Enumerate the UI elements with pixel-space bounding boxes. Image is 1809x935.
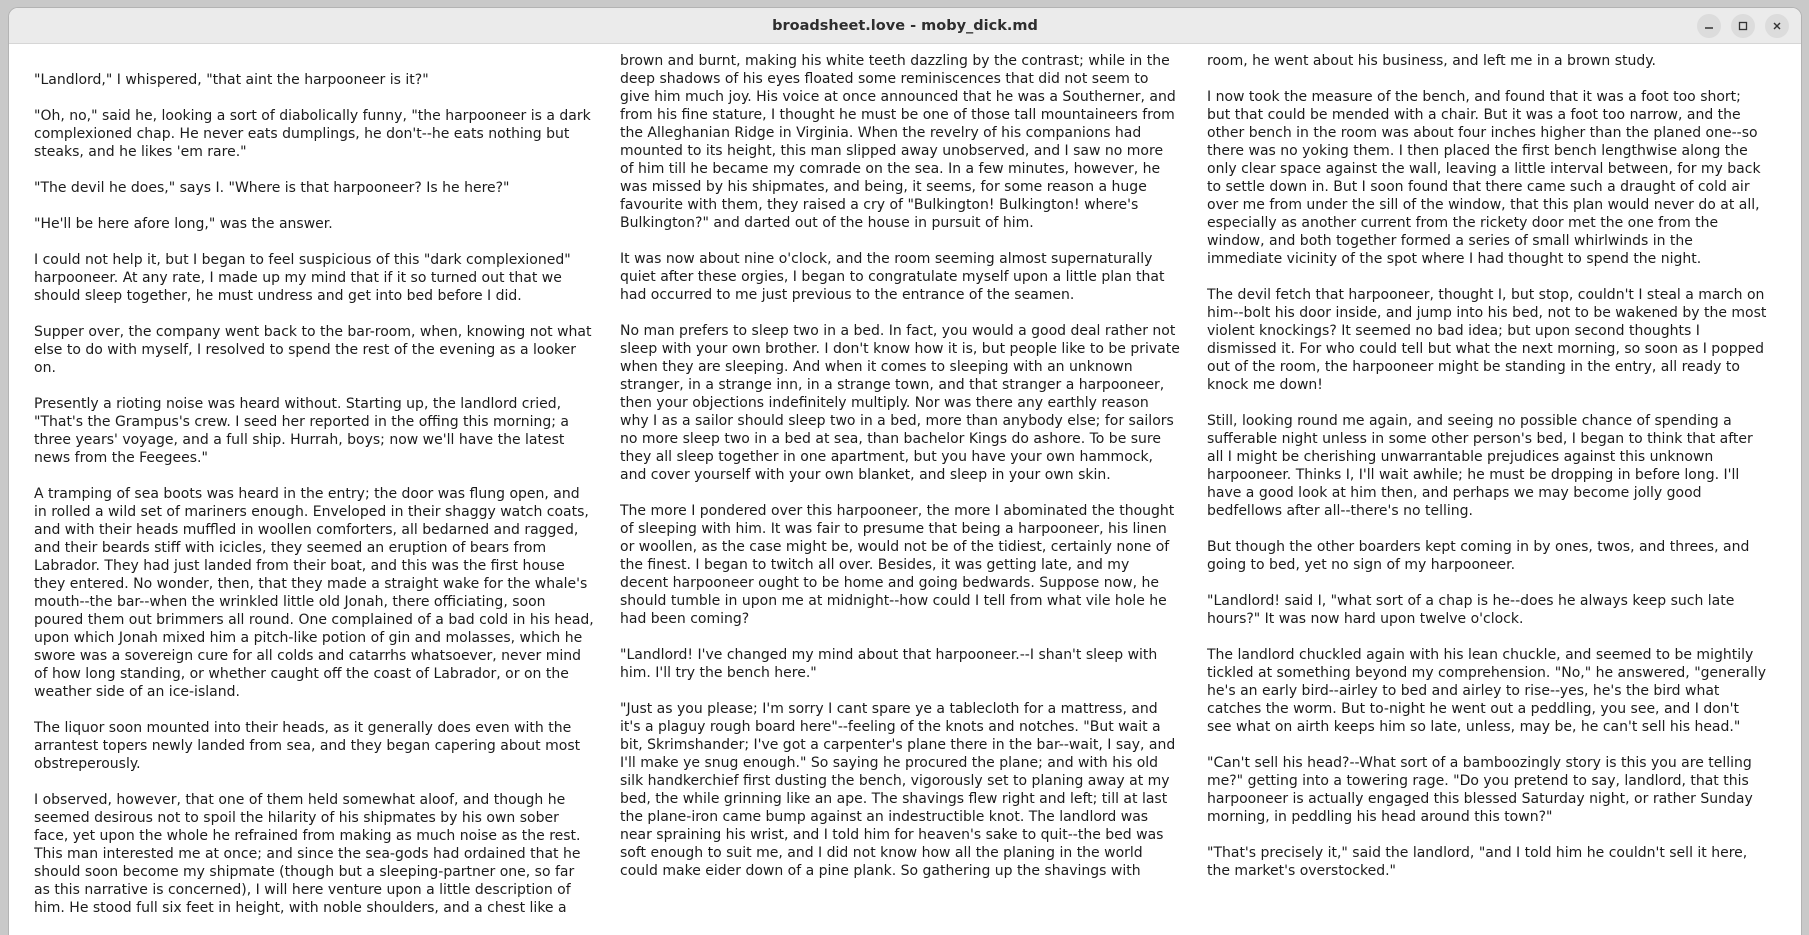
paragraph: The more I pondered over this harpooneer, the more I abominated the thought of sleeping with him. It was fair to presume that being a harpooneer, his linen or woollen, as the case might be, would not be of the tidiest, certainly none of the finest. I began to twitch all over. Besides, it was getting late, and my decent harpooneer ought to be home and going bedwards. Suppose now, he should tumble in upon me at midnight--how could I tell from what vile hole he had been coming? [620,503,1175,627]
paragraph: Presently a rioting noise was heard without. Starting up, the landlord cried, "That's the Grampus's crew. I seed her reported in the offing this morning; a three years' voyage, and a full ship. Hurrah, boys; now we'll have the latest news from the Feegees." [34,396,570,466]
title-bar[interactable] [9,8,1801,44]
paragraph: No man prefers to sleep two in a bed. In fact, you would a good deal rather not sleep with your own brother. I don't know how it is, but people like to be private when they are sleeping. And when it comes to sleeping with an unknown stranger, in a strange inn, in a strange town, and that stranger a harpooneer, then your objections indefinitely multiply. Nor was there any earthly reason why I as a sailor should sleep two in a bed, more than anybody else; for sailors no more sleep two in a bed at sea, than bachelor Kings do ashore. To be sure they all sleep together in one apartment, but you have your own hammock, and cover yourself with your own blanket, and sleep in your own skin. [620,323,1180,483]
paragraph: "That's precisely it," said the landlord, "and I told him he couldn't sell it here, the market's overstocked." [1207,845,1748,879]
paragraph: "Just as you please; I'm sorry I cant spare ye a tablecloth for a mattress, and it's a plaguy rough board here"--feeling of the knots and notches. "But wait a bit, Skrimshander; I've got a carpenter's plane there in the bar--wait, I say, and I'll make ye snug enough." So saying he procured the plane; and with his old silk handkerchief first dusting the bench, vigorously set to planing away at my bed, the while grinning like an ape. The shavings flew right and left; till at last the plane-iron came bump against an indestructible knot. The landlord was near spraining his wrist, and I told him for heaven's sake to quit--the bed was soft enough to suit me, and I did not know how all the planing in the world could make eider down of a pine plank. So gathering up the shavings with [620,701,1176,879]
paragraph: I observed, however, that one of them held somewhat aloof, and though he seemed desirous not to spoil the hilarity of his shipmates by his own sober face, yet upon the whole he refrained from making as much noise as the rest. This man interested me at once; and since the sea-gods had ordained that he should soon become my shipmate (though but a sleeping-partner one, so far as this narrative is concerned), I will here venture upon a little description of him. He stood full six feet in height, with noble shoulders, and a chest like a [34,792,581,916]
paragraph: Still, looking round me again, and seeing no possible chance of spending a sufferable night unless in some other person's bed, I began to think that after all I might be cherishing unwarrantable prejudices against this unknown harpooneer. Thinks I, I'll wait awhile; he must be dropping in before long. I'll have a good look at him then, and perhaps we may become jolly good bedfellows after all--there's no telling. [1207,413,1753,519]
paragraph: "Oh, no," said he, looking a sort of diabolically funny, "the harpooneer is a dark complexioned chap. He never eats dumplings, he don't--he eats nothing but steaks, and he likes 'em rare." [34,108,591,160]
close-icon [1772,21,1782,31]
paragraph: The landlord chuckled again with his lean chuckle, and seemed to be mightily tickled at something beyond my comprehension. "No," he answered, "generally he's an early bird--airley to bed and airley to rise--yes, he's the bird what catches the worm. But to-night he went out a peddling, you see, and I don't see what on airth keeps him so late, unless, may be, he can't sell his head." [1207,647,1767,735]
paragraph: "Can't sell his head?--What sort of a bamboozingly story is this you are telling me?" getting into a towering rage. "Do you pretend to say, landlord, that this harpooneer is actually engaged this blessed Saturday night, or rather Sunday morning, in peddling his head around this town?" [1207,755,1753,825]
paragraph: It was now about nine o'clock, and the room seeming almost supernaturally quiet after these orgies, I began to congratulate myself upon a little plan that had occurred to me just previous to the entrance of the seamen. [620,251,1165,303]
maximize-button[interactable] [1731,14,1755,38]
paragraph: I could not help it, but I began to feel suspicious of this "dark complexioned" harpooneer. At any rate, I made up my mind that if it so turned out that we should sleep together, he must undress and get into bed before I did. [34,252,571,304]
paragraph: Supper over, the company went back to the bar-room, when, knowing not what else to do with myself, I resolved to spend the rest of the evening as a looker on. [34,324,592,376]
paragraph: "The devil he does," says I. "Where is that harpooneer? Is he here?" [34,180,510,196]
text-column-2 [620,44,1180,934]
maximize-icon [1738,21,1748,31]
paragraph: "Landlord," I whispered, "that aint the harpooneer is it?" [34,72,429,88]
paragraph: room, he went about his business, and left me in a brown study. [1207,53,1657,69]
window-title: broadsheet.love - moby_dick.md [772,18,1038,34]
text-column-1 [34,44,594,934]
close-button[interactable] [1765,14,1789,38]
paragraph: I now took the measure of the bench, and found that it was a foot too short; but that could be mended with a chair. But it was a foot too narrow, and the other bench in the room was about four inches higher than the planed one--so there was no yoking them. I then placed the first bench lengthwise along the only clear space against the wall, leaving a little interval between, for my back to settle down in. But I soon found that there came such a draught of cold air over me from under the sill of the window, that this plan would never do at all, especially as another current from the rickety door met the one from the window, and both together formed a series of small whirlwinds in the immediate vicinity of the spot where I had thought to spend the night. [1207,89,1761,267]
minimize-button[interactable] [1697,14,1721,38]
paragraph: But though the other boarders kept coming in by ones, twos, and threes, and going to bed, yet no sign of my harpooneer. [1207,539,1750,573]
text-column-3 [1207,44,1767,934]
paragraph: brown and burnt, making his white teeth dazzling by the contrast; while in the deep shadows of his eyes floated some reminiscences that did not seem to give him much joy. His voice at once announced that he was a Southerner, and from his fine stature, I thought he must be one of those tall mountaineers from the Alleghanian Ridge in Virginia. When the revelry of his companions had mounted to its height, this man slipped away unobserved, and I saw no more of him till he became my comrade on the sea. In a few minutes, however, he was missed by his shipmates, and being, it seems, for some reason a huge favourite with them, they raised a cry of "Bulkington! Bulkington! where's Bulkington?" and darted out of the house in pursuit of him. [620,53,1176,231]
paragraph: The devil fetch that harpooneer, thought I, but stop, couldn't I steal a march on him--bolt his door inside, and jump into his bed, not to be wakened by the most violent knockings? It seemed no bad idea; but upon second thoughts I dismissed it. For who could tell but what the next morning, so soon as I popped out of the room, the harpooneer might be standing in the entry, all ready to knock me down! [1207,287,1767,393]
window-controls [1697,14,1789,38]
paragraph: "Landlord! I've changed my mind about that harpooneer.--I shan't sleep with him. I'll try the bench here." [620,647,1158,681]
paragraph: A tramping of sea boots was heard in the entry; the door was flung open, and in rolled a wild set of mariners enough. Enveloped in their shaggy watch coats, and with their heads muffled in woollen comforters, all bedarned and ragged, and their beards stiff with icicles, they seemed an eruption of bears from Labrador. They had just landed from their boat, and this was the first house they entered. No wonder, then, that they made a straight wake for the whale's mouth--the bar--when the wrinkled little old Jonah, there officiating, soon poured them out brimmers all round. One complained of a bad cold in his head, upon which Jonah mixed him a pitch-like potion of gin and molasses, which he swore was a sovereign cure for all colds and catarrhs whatsoever, never mind of how long standing, or whether caught off the coast of Labrador, or on the weather side of an ice-island. [34,486,594,700]
document-body[interactable] [9,44,1801,934]
paragraph: The liquor soon mounted into their heads, as it generally does even with the arrantest topers newly landed from sea, and they began capering about most obstreperously. [34,720,581,772]
paragraph: "Landlord! said I, "what sort of a chap is he--does he always keep such late hours?" It was now hard upon twelve o'clock. [1207,593,1735,627]
app-window [9,8,1801,935]
paragraph: "He'll be here afore long," was the answer. [34,216,333,232]
minimize-icon [1704,21,1714,31]
